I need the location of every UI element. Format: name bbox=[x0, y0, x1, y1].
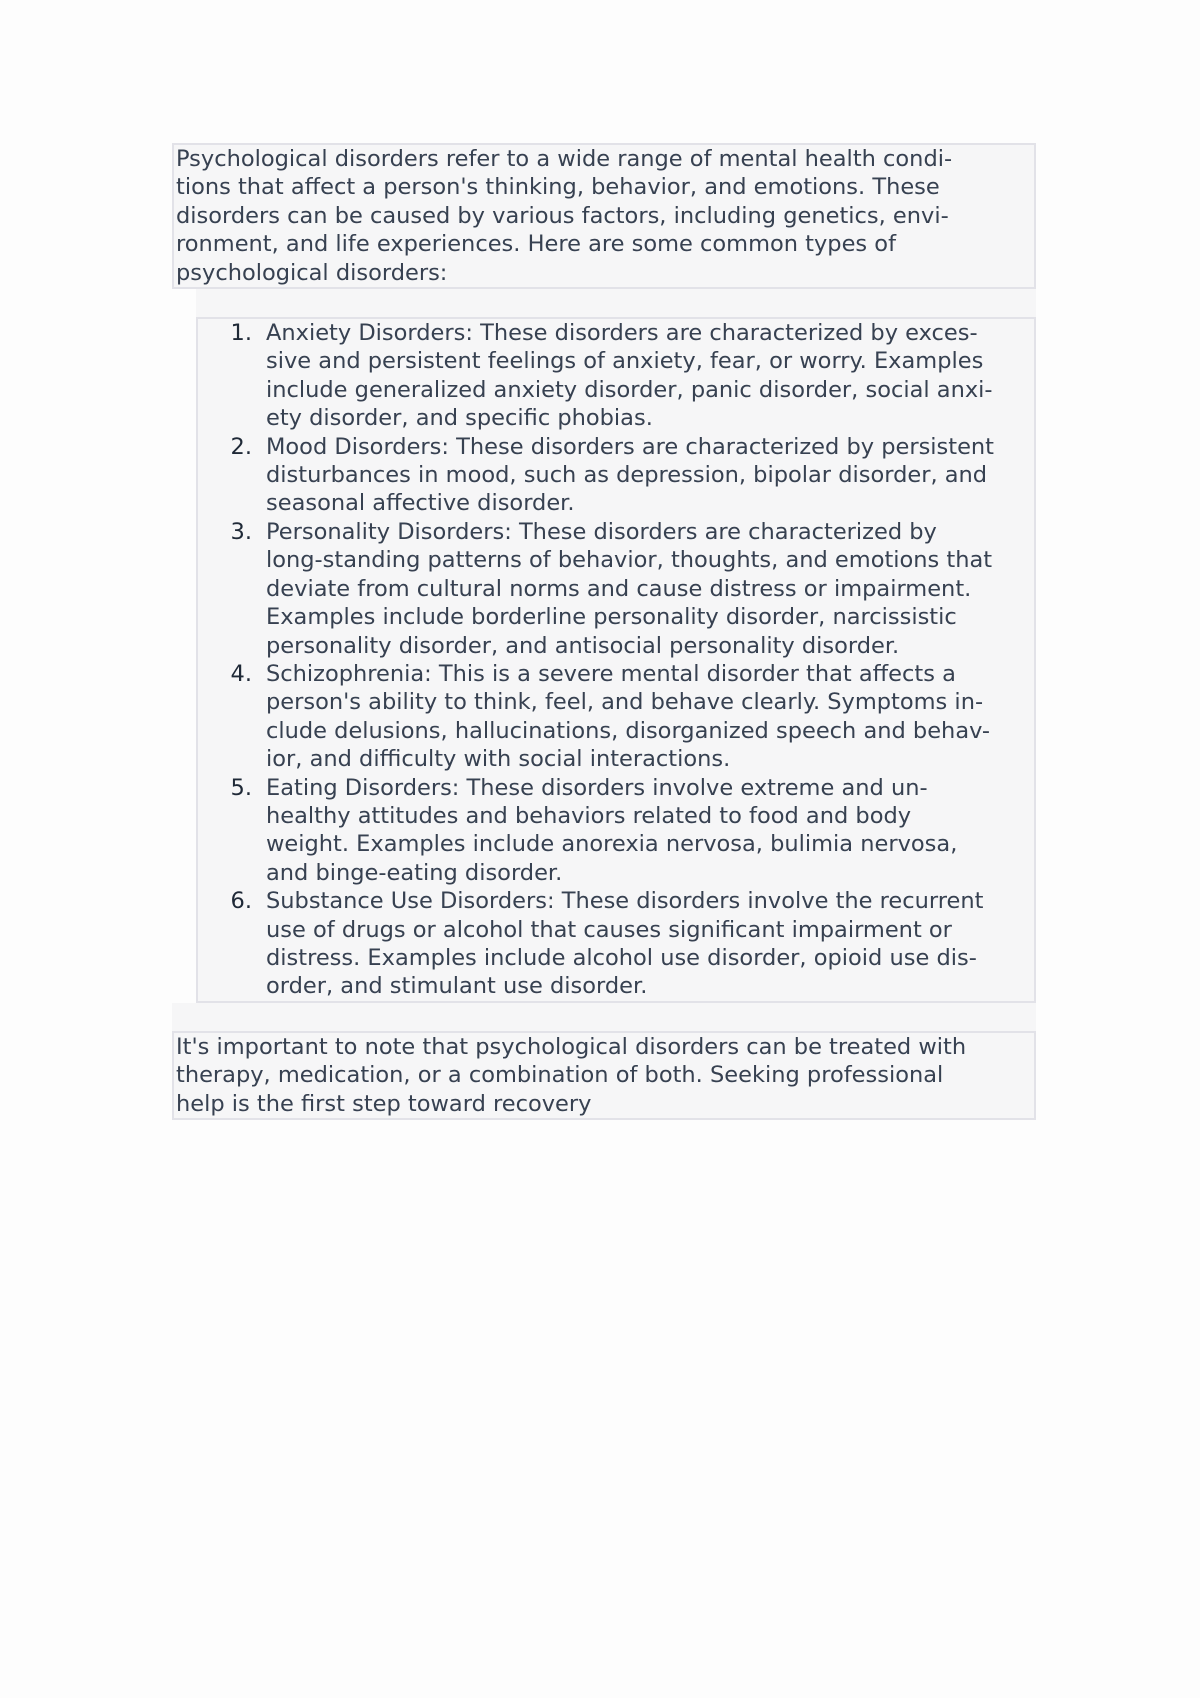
list-item-text bbox=[266, 887, 1034, 1001]
outro-paragraph bbox=[172, 1031, 1036, 1120]
list-item-line: order, and stimulant use disorder. bbox=[266, 973, 648, 1000]
list-item-line: personality disorder, and antisocial personality disorder. bbox=[266, 632, 900, 659]
disorder-list-block bbox=[196, 317, 1036, 1003]
list-item-line: Schizophrenia: This is a severe mental disorder that affects a bbox=[266, 660, 956, 687]
list-item-number: 3. bbox=[230, 518, 252, 545]
list-item-line: Anxiety Disorders: These disorders are characterized by exces- bbox=[266, 320, 978, 347]
outro-line: It's important to note that psychological disorders can be treated with bbox=[176, 1033, 967, 1060]
list-item-line: disturbances in mood, such as depression, bipolar disorder, and bbox=[266, 462, 988, 489]
intro-line: tions that affect a person's thinking, behavior, and emotions. These bbox=[176, 174, 940, 201]
list-item-line: ety disorder, and specific phobias. bbox=[266, 405, 653, 432]
list-item bbox=[198, 887, 1034, 1001]
list-item-number: 5. bbox=[230, 774, 252, 801]
intro-line: disorders can be caused by various factors, including genetics, envi- bbox=[176, 202, 949, 229]
list-item-text bbox=[266, 660, 1034, 774]
intro-paragraph bbox=[172, 143, 1036, 289]
list-item-line: person's ability to think, feel, and behave clearly. Symptoms in- bbox=[266, 689, 984, 716]
list-item-text bbox=[266, 518, 1034, 660]
list-item-line: ior, and difficulty with social interactions. bbox=[266, 746, 731, 773]
list-item-line: and binge-eating disorder. bbox=[266, 859, 563, 886]
list-item-line: seasonal affective disorder. bbox=[266, 490, 575, 517]
list-item-number: 4. bbox=[230, 660, 252, 687]
list-item-text bbox=[266, 433, 1034, 518]
list-item bbox=[198, 319, 1034, 433]
list-item-line: long-standing patterns of behavior, thoughts, and emotions that bbox=[266, 547, 993, 574]
list-item bbox=[198, 518, 1034, 660]
list-item-line: use of drugs or alcohol that causes significant impairment or bbox=[266, 916, 952, 943]
list-item-line: clude delusions, hallucinations, disorganized speech and behav- bbox=[266, 717, 990, 744]
intro-line: ronment, and life experiences. Here are some common types of bbox=[176, 231, 896, 258]
list-item-line: Eating Disorders: These disorders involve extreme and un- bbox=[266, 774, 928, 801]
outro-text bbox=[174, 1033, 1034, 1118]
block-spacer bbox=[172, 1003, 1036, 1031]
document-content bbox=[172, 143, 1036, 1120]
list-item-text bbox=[266, 319, 1034, 433]
list-item-number: 6. bbox=[230, 888, 252, 915]
list-item bbox=[198, 774, 1034, 888]
intro-line: psychological disorders: bbox=[176, 259, 448, 286]
outro-line: therapy, medication, or a combination of both. Seeking professional bbox=[176, 1062, 944, 1089]
list-item bbox=[198, 660, 1034, 774]
list-item-line: Substance Use Disorders: These disorders involve the recurrent bbox=[266, 888, 984, 915]
list-item-line: sive and persistent feelings of anxiety, fear, or worry. Examples bbox=[266, 348, 984, 375]
list-item-line: distress. Examples include alcohol use disorder, opioid use dis- bbox=[266, 944, 977, 971]
list-item-line: Personality Disorders: These disorders are characterized by bbox=[266, 518, 937, 545]
outro-line: help is the first step toward recovery bbox=[176, 1090, 592, 1117]
list-item-line: healthy attitudes and behaviors related to food and body bbox=[266, 802, 912, 829]
list-item-line: Mood Disorders: These disorders are characterized by persistent bbox=[266, 433, 995, 460]
list-item bbox=[198, 433, 1034, 518]
list-item-text bbox=[266, 774, 1034, 888]
list-item-line: weight. Examples include anorexia nervosa, bulimia nervosa, bbox=[266, 831, 958, 858]
list-item-number: 1. bbox=[230, 320, 252, 347]
block-spacer bbox=[196, 289, 1036, 317]
list-item-number: 2. bbox=[230, 433, 252, 460]
intro-line: Psychological disorders refer to a wide range of mental health condi- bbox=[176, 146, 953, 172]
list-item-line: include generalized anxiety disorder, panic disorder, social anxi- bbox=[266, 376, 993, 403]
intro-text bbox=[174, 145, 1034, 287]
list-item-line: deviate from cultural norms and cause distress or impairment. bbox=[266, 575, 972, 602]
list-item-line: Examples include borderline personality disorder, narcissistic bbox=[266, 604, 957, 631]
disorder-list bbox=[198, 319, 1034, 1001]
